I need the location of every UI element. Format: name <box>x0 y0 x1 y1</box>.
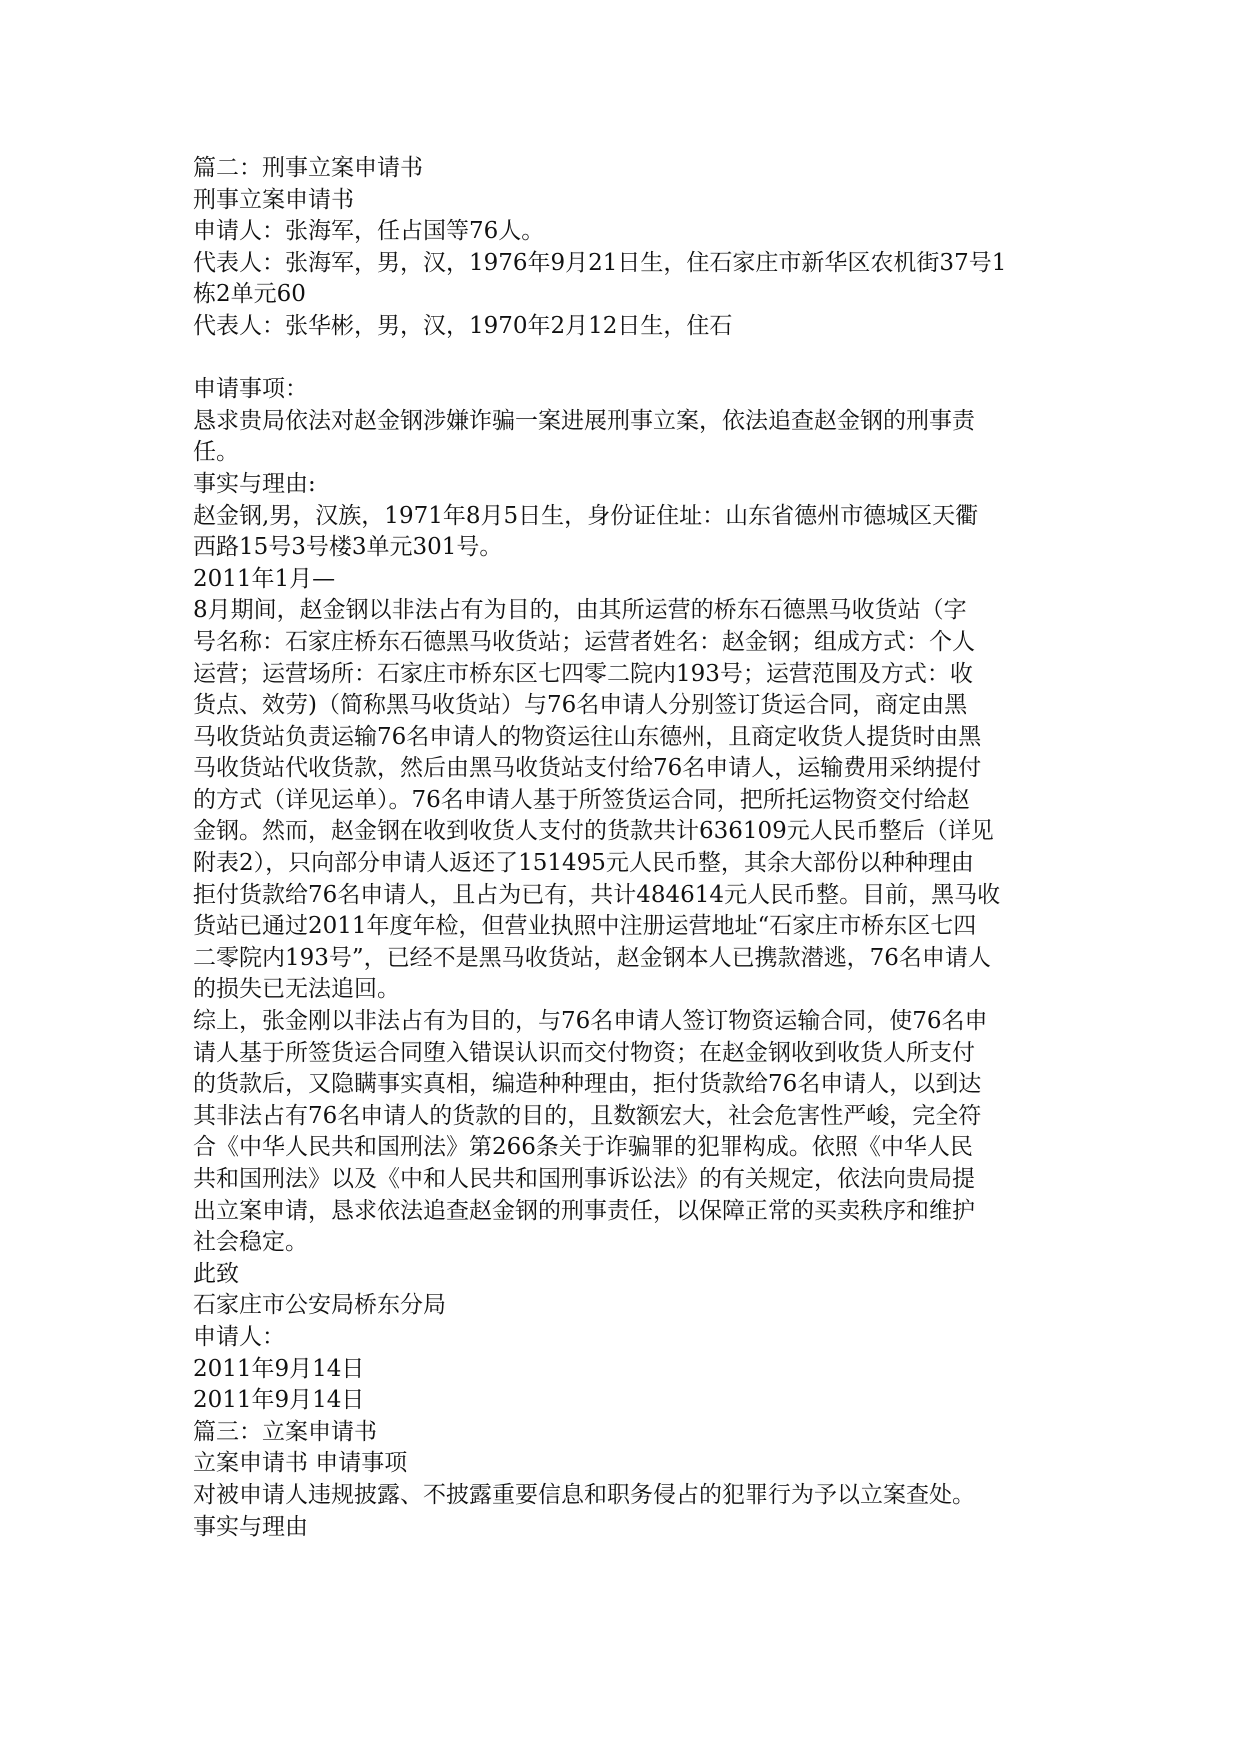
paragraph-line: 货站已通过2011年度年检，但营业执照中注册运营地址“石家庄市桥东区七四 <box>193 913 977 940</box>
paragraph-line: 8月期间，赵金钢以非法占有为目的，由其所运营的桥东石德黑马收货站（字 <box>193 597 967 624</box>
facts-heading: 事实与理由 <box>193 1513 308 1540</box>
facts-heading: 事实与理由: <box>193 470 316 497</box>
paragraph-line: 综上，张金刚以非法占有为目的，与76名申请人签订物资运输合同，使76名申 <box>193 1008 988 1035</box>
paragraph-line: 2011年1月— <box>193 565 336 592</box>
paragraph-line: 其非法占有76名申请人的货款的目的，且数额宏大，社会危害性严峻，完全符 <box>193 1102 982 1129</box>
paragraph-line: 马收货站负责运输76名申请人的物资运往山东德州，且商定收货人提货时由黑 <box>193 723 982 750</box>
closing-salutation: 此致 <box>193 1260 239 1287</box>
request-heading: 申请事项： <box>193 376 308 403</box>
representative-line: 代表人：张海军，男，汉，1976年9月21日生，住石家庄市新华区农机街37号1 <box>193 249 1007 276</box>
paragraph-line: 社会稳定。 <box>193 1229 308 1256</box>
paragraph-line: 运营；运营场所：石家庄市桥东区七四零二院内193号；运营范围及方式：收 <box>193 660 973 687</box>
date-line: 2011年9月14日 <box>193 1387 365 1414</box>
paragraph-line: 的方式（详见运单）。76名申请人基于所签货运合同，把所托运物资交付给赵 <box>193 786 970 813</box>
paragraph-line: 金钢。然而，赵金钢在收到收货人支付的货款共计636109元人民币整后（详见 <box>193 818 994 845</box>
applicant-line: 申请人：张海军，任占国等76人。 <box>193 218 545 245</box>
paragraph-line: 拒付货款给76名申请人，且占为已有，共计484614元人民币整。目前，黑马收 <box>193 881 1001 908</box>
paragraph-line: 西路15号3号楼3单元301号。 <box>193 534 503 561</box>
representative-line: 代表人：张华彬，男，汉，1970年2月12日生，住石 <box>193 312 733 339</box>
paragraph-line: 马收货站代收货款，然后由黑马收货站支付给76名申请人，运输费用采纳提付 <box>193 755 982 782</box>
paragraph-line: 请人基于所签货运合同堕入错误认识而交付物资；在赵金钢收到收货人所支付 <box>193 1039 975 1066</box>
representative-line-cont: 栋2单元60 <box>193 281 306 308</box>
paragraph-line: 二零院内193号”，已经不是黑马收货站，赵金钢本人已携款潜逃，76名申请人 <box>193 944 991 971</box>
paragraph-line: 货点、效劳)（简称黑马收货站）与76名申请人分别签订货运合同，商定由黑 <box>193 692 968 719</box>
recipient-line: 石家庄市公安局桥东分局 <box>193 1292 446 1319</box>
blank-line <box>193 343 1063 375</box>
section-heading: 篇三：立案申请书 <box>193 1418 377 1445</box>
request-text: 任。 <box>193 439 239 466</box>
paragraph-line: 出立案申请，恳求依法追查赵金钢的刑事责任，以保障正常的买卖秩序和维护 <box>193 1197 975 1224</box>
paragraph-line: 共和国刑法》以及《中和人民共和国刑事诉讼法》的有关规定，依法向贵局提 <box>193 1166 975 1192</box>
document-title: 立案申请书 申请事项 <box>193 1450 408 1477</box>
paragraph-line: 的货款后，又隐瞒事实真相，编造种种理由，拒付货款给76名申请人，以到达 <box>193 1071 982 1098</box>
request-text: 恳求贵局依法对赵金钢涉嫌诈骗一案进展刑事立案，依法追查赵金钢的刑事责 <box>193 407 975 434</box>
document-title: 刑事立案申请书 <box>193 186 354 213</box>
signature-label: 申请人： <box>193 1323 285 1350</box>
paragraph-line: 合《中华人民共和国刑法》第266条关于诈骗罪的犯罪构成。依照《中华人民 <box>193 1134 973 1161</box>
paragraph-line: 附表2），只向部分申请人返还了151495元人民币整，其余大部份以种种理由 <box>193 850 974 877</box>
paragraph-line: 的损失已无法追回。 <box>193 976 400 1003</box>
paragraph-line: 赵金钢,男，汉族，1971年8月5日生，身份证住址：山东省德州市德城区天衢 <box>193 502 979 529</box>
date-line: 2011年9月14日 <box>193 1355 365 1382</box>
request-text: 对被申请人违规披露、不披露重要信息和职务侵占的犯罪行为予以立案查处。 <box>193 1481 975 1508</box>
section-heading: 篇二：刑事立案申请书 <box>193 155 423 181</box>
document-body <box>193 153 1063 1543</box>
paragraph-line: 号名称：石家庄桥东石德黑马收货站；运营者姓名：赵金钢；组成方式：个人 <box>193 628 975 655</box>
